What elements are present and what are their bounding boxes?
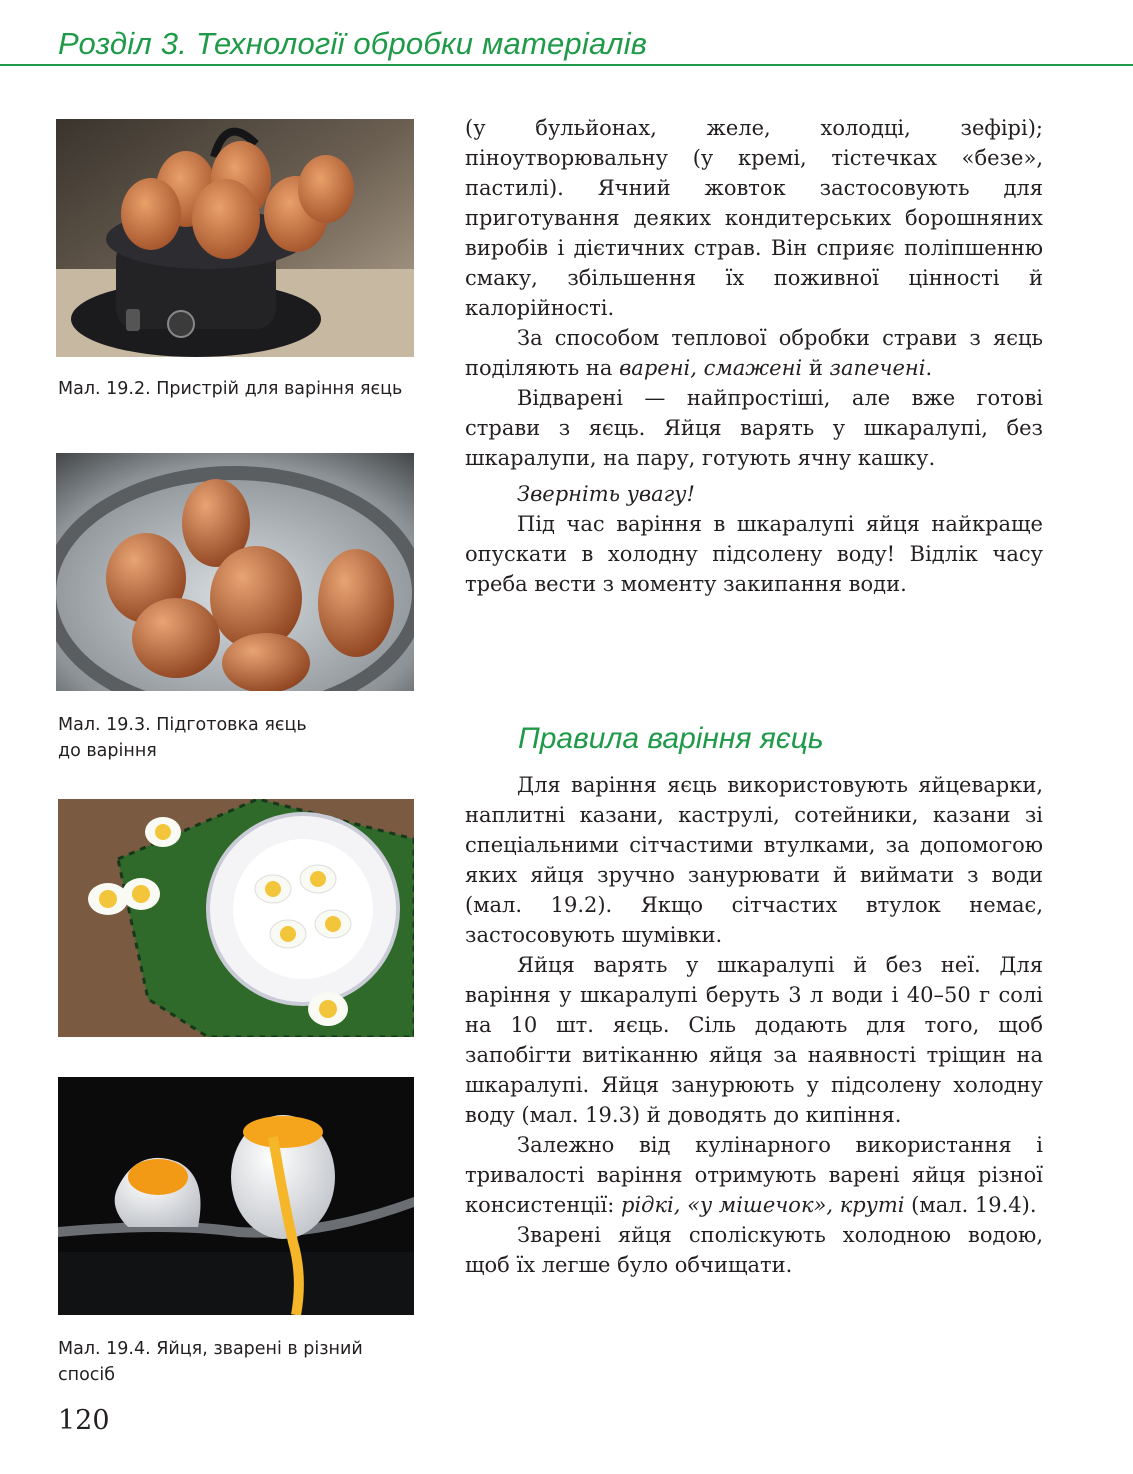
chapter-title: Розділ 3. Технології обробки матеріалів — [58, 26, 648, 61]
photo-sliced-eggs-plate — [58, 799, 414, 1037]
paragraph: Яйця варять у шкаралупі й без неї. Для варіння у шкаралупі беруть 3 л води і 40–50 г солі на 10 шт. яєць. Сіль додають для того, щоб запобігти витіканню яйця за наявності тріщин на шкаралупі. Яйця занурюють у підсолену холодну воду (мал. 19.3) й доводять до кипіння. — [465, 953, 1043, 1127]
page-number: 120 — [58, 1405, 110, 1436]
paragraph: За способом теплової обробки страви з яєць поділяють на варені, смажені й запечені. — [465, 326, 1043, 380]
note-title: Зверніть увагу! — [517, 482, 695, 506]
section-title: Правила варіння яєць — [518, 722, 824, 755]
section-text-column — [465, 770, 1043, 1280]
body-text-column — [465, 113, 1043, 599]
photo-eggs-in-pot — [56, 453, 414, 691]
paragraph: Залежно від кулінарного використання і тривалості варіння отримують варені яйця різної консистенції: рідкі, «у мішечок», круті (мал. 19.4). — [465, 1133, 1043, 1217]
caption-fig-19-2: Мал. 19.2. Пристрій для варіння яєць — [58, 379, 403, 399]
photo-boiled-eggs-spoons — [58, 1077, 414, 1315]
paragraph: (у бульйонах, желе, холодці, зефірі); піноутворювальну (у кремі, тістечках «безе», пастилі). Ячний жовток застосовують для приготування деяких кондитерських борошняних виробів і дієтичних страв. Він сприяє поліпшенню смаку, збільшення їх поживної цінності й калорійності. — [465, 116, 1043, 320]
caption-fig-19-3: Мал. 19.3. Підготовка яєць до варіння — [58, 715, 307, 761]
header-rule — [0, 64, 1133, 66]
paragraph: Зварені яйця споліскують холодною водою, щоб їх легше було обчищати. — [465, 1223, 1043, 1277]
caption-fig-19-4: Мал. 19.4. Яйця, зварені в різний спосіб — [58, 1339, 363, 1385]
photo-egg-boiler — [56, 119, 414, 357]
paragraph: Відварені — найпростіші, але вже готові страви з яєць. Яйця варять у шкаралупі, без шкаралупи, на пару, готують ячну кашку. — [465, 386, 1043, 470]
note-text: Під час варіння в шкаралупі яйця найкраще опускати в холодну підсолену воду! Відлік часу треба вести з моменту закипання води. — [465, 512, 1043, 596]
paragraph: Для варіння яєць використовують яйцеварки, наплитні казани, каструлі, сотейники, казани зі спеціальними сітчастими втулками, за допомогою яких яйця зручно занурювати й виймати з води (мал. 19.2). Якщо сітчастих втулок немає, застосовують шумівки. — [465, 773, 1043, 947]
